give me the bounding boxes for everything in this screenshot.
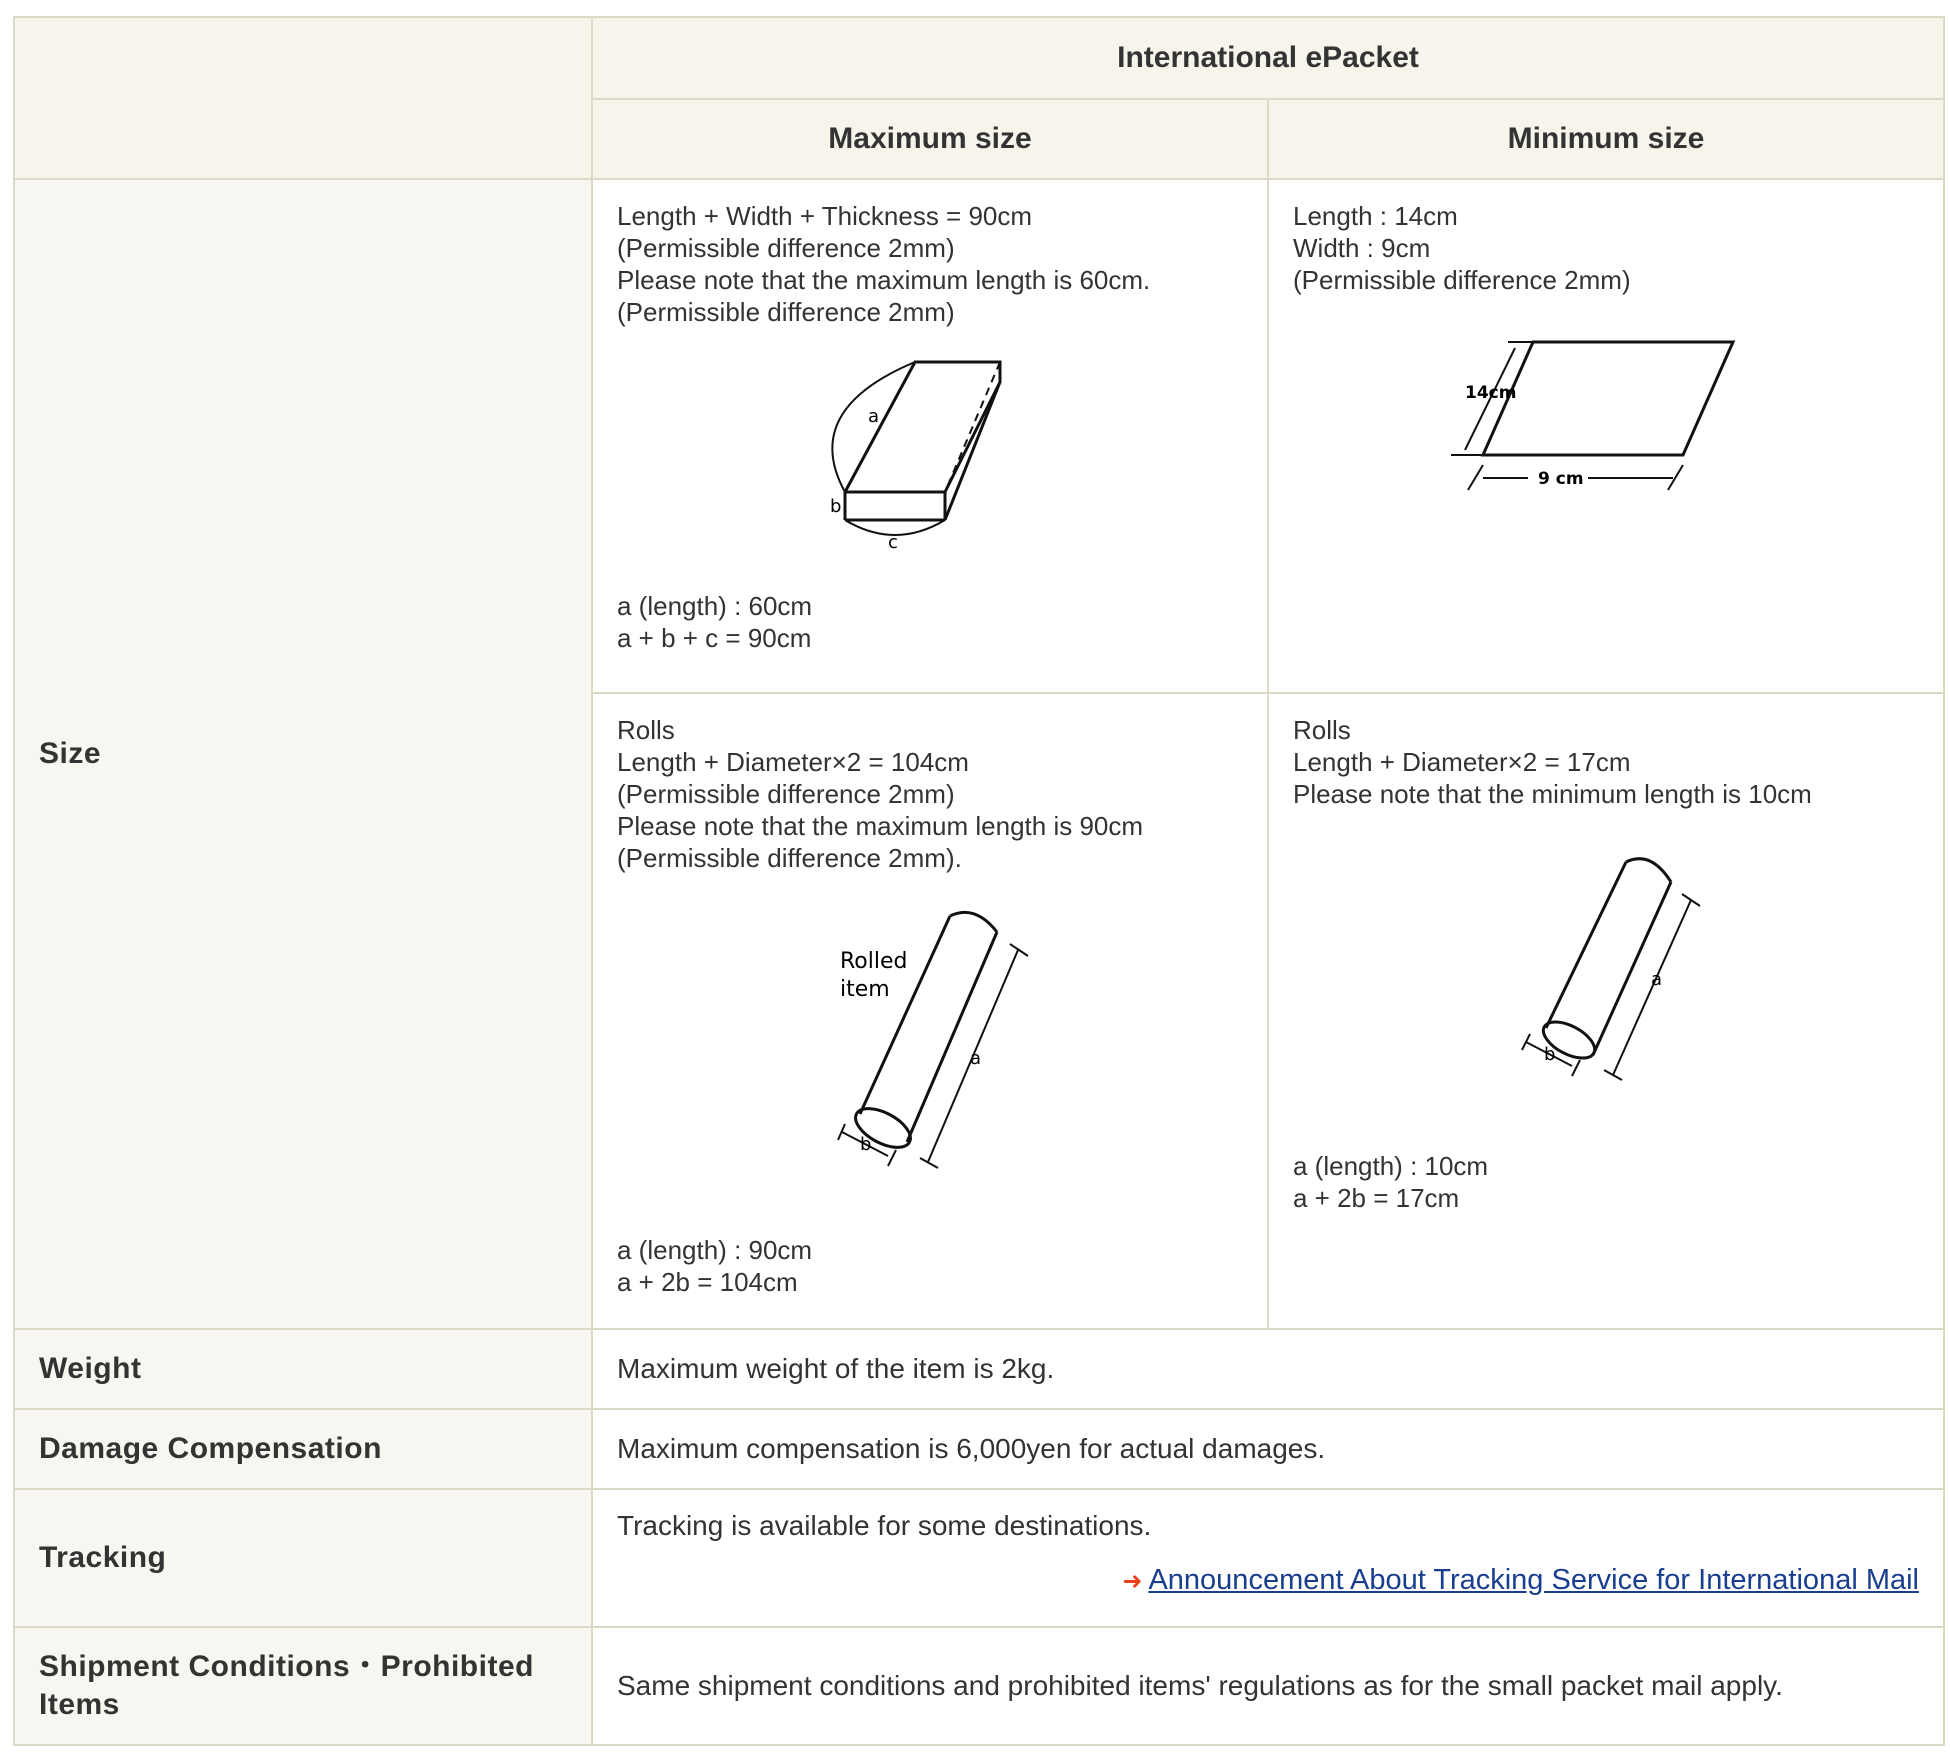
max-size-header: Maximum size (592, 99, 1268, 179)
max-roll-footer: a (length) : 90cm (617, 1235, 813, 1265)
min-roll-footer: a + 2b = 17cm (1293, 1183, 1460, 1213)
tracking-value: Tracking is available for some destinations. (617, 1510, 1152, 1541)
group-header: International ePacket (592, 17, 1944, 99)
rolled-item-diagram (800, 904, 1060, 1194)
conditions-value: Same shipment conditions and prohibited items' regulations as for the small packet mail apply. (592, 1627, 1944, 1745)
weight-value: Maximum weight of the item is 2kg. (592, 1329, 1944, 1409)
tracking-label: Tracking (14, 1489, 592, 1627)
label-b: b (830, 496, 842, 517)
max-flat-line: Length + Width + Thickness = 90cm (617, 201, 1033, 231)
min-size-header: Minimum size (1268, 99, 1944, 179)
min-roll-line: Length + Diameter×2 = 17cm (1293, 747, 1631, 777)
epacket-spec-table (13, 16, 1945, 1746)
label-rolled: Rolled (840, 949, 908, 974)
max-flat-footer: a + b + c = 90cm (617, 623, 812, 653)
label-b: b (860, 1134, 872, 1155)
label-9cm: 9 cm (1538, 469, 1584, 489)
arrow-right-icon: ➜ (1122, 1568, 1143, 1595)
min-roll-line: Rolls (1293, 715, 1351, 745)
min-roll-line: Please note that the minimum length is 10cm (1293, 779, 1812, 809)
header-corner (14, 17, 592, 179)
weight-label: Weight (14, 1329, 592, 1409)
max-roll-line: Length + Diameter×2 = 104cm (617, 747, 969, 777)
max-roll-line: (Permissible difference 2mm). (617, 843, 962, 873)
max-flat-line: (Permissible difference 2mm) (617, 297, 955, 327)
flat-sheet-diagram (1443, 330, 1743, 520)
min-flat-line: Width : 9cm (1293, 233, 1431, 263)
max-flat-footer: a (length) : 60cm (617, 591, 813, 621)
label-b: b (1544, 1044, 1556, 1065)
size-label: Size (14, 179, 592, 1329)
tracking-cell (592, 1489, 1944, 1627)
max-flat-cell (592, 179, 1268, 693)
small-roll-diagram (1486, 850, 1726, 1120)
min-flat-line: Length : 14cm (1293, 201, 1458, 231)
min-flat-cell (1268, 179, 1944, 693)
max-roll-footer: a + 2b = 104cm (617, 1267, 798, 1297)
max-roll-line: (Permissible difference 2mm) (617, 779, 955, 809)
min-roll-cell (1268, 693, 1944, 1329)
flat-box-diagram (810, 350, 1050, 570)
max-roll-line: Please note that the maximum length is 90cm (617, 811, 1144, 841)
damage-value: Maximum compensation is 6,000yen for actual damages. (592, 1409, 1944, 1489)
label-item: item (840, 977, 890, 1002)
label-a: a (970, 1048, 982, 1069)
label-c: c (888, 532, 898, 553)
min-flat-line: (Permissible difference 2mm) (1293, 265, 1631, 295)
max-flat-line: (Permissible difference 2mm) (617, 233, 955, 263)
tracking-announcement-link[interactable]: Announcement About Tracking Service for International Mail (1148, 1564, 1919, 1596)
label-a: a (1651, 969, 1663, 990)
conditions-label: Shipment Conditions・Prohibited Items (14, 1627, 592, 1745)
damage-label: Damage Compensation (14, 1409, 592, 1489)
min-roll-footer: a (length) : 10cm (1293, 1151, 1489, 1181)
label-a: a (868, 406, 880, 427)
max-roll-cell (592, 693, 1268, 1329)
max-roll-line: Rolls (617, 715, 675, 745)
label-14cm: 14cm (1465, 383, 1517, 403)
max-flat-line: Please note that the maximum length is 60cm. (617, 265, 1151, 295)
